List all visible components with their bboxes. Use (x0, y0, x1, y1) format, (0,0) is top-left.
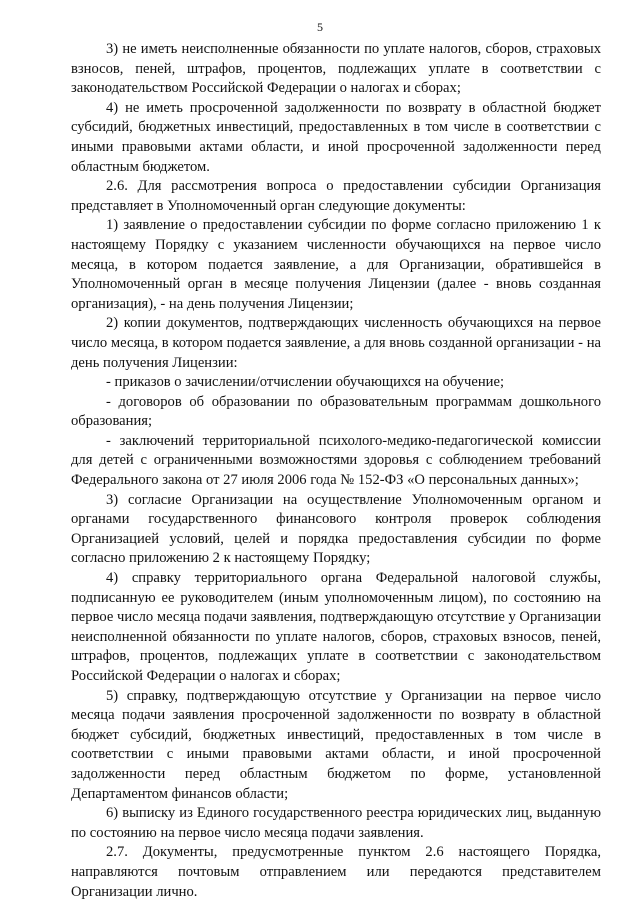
paragraph-doc-2-copies: 2) копии документов, подтверждающих численность обучающихся на первое число месяца, в котором подается заявление, а для вновь созданной организации - на день получения Лицензии: (71, 315, 601, 371)
paragraph-4-no-budget-debt: 4) не иметь просроченной задолженности по возврату в областной бюджет субсидий, бюджетных инвестиций, предоставленных в том числе в соответствии с иными правовыми актами области, и иной просроченной задолженности перед областным бюджетом. (71, 99, 601, 175)
document-body (71, 40, 601, 902)
paragraph-doc-1-application: 1) заявление о предоставлении субсидии по форме согласно приложению 1 к настоящему Порядку с указанием численности обучающихся на первое число месяца, в котором подается заявление, а для Организации, обратившейся в Уполномоченный орган в месяце получения Лицензии (далее - вновь созданная организация), - на день получения Лицензии; (71, 217, 601, 312)
page-number: 5 (317, 20, 323, 34)
paragraph-contracts: - договоров об образовании по образовательным программам дошкольного образования; (71, 393, 601, 430)
paragraph-doc-6-registry-extract: 6) выписку из Единого государственного реестра юридических лиц, выданную по состоянию на первое число месяца подачи заявления. (71, 805, 601, 841)
paragraph-doc-4-tax-certificate: 4) справку территориального органа Федеральной налоговой службы, подписанную ее руководителем (иным уполномоченным лицом), по состоянию на первое число месяца подачи заявления, подтверждающую отсутствие у Организации неисполненной обязанности по уплате налогов, сборов, страховых взносов, пеней, штрафов, процентов, подлежащих уплате в соответствии с законодательством Российской Федерации о налогах и сборах; (71, 570, 601, 684)
paragraph-doc-5-debt-certificate: 5) справку, подтверждающую отсутствие у Организации на первое число месяца подачи заявления просроченной задолженности по возврату в областной бюджет субсидий, бюджетных инвестиций, предоставленных в том числе в соответствии с иными правовыми актами области, и иной просроченной задолженности перед областным бюджетом по форме, установленной Департаментом финансов области; (71, 687, 601, 802)
paragraph-doc-3-consent: 3) согласие Организации на осуществление Уполномоченным органом и органами государственного финансового контроля проверок соблюдения Организацией условий, целей и порядка предоставления субсидии по форме согласно приложению 2 к настоящему Порядку; (71, 491, 601, 567)
paragraph-2-6-documents: 2.6. Для рассмотрения вопроса о предоставлении субсидии Организация представляет в Уполномоченный орган следующие документы: (71, 178, 601, 214)
paragraph-orders: - приказов о зачислении/отчислении обучающихся на обучение; (106, 374, 505, 391)
paragraph-2-7-submission: 2.7. Документы, предусмотренные пунктом 2.6 настоящего Порядка, направляются почтовым отправлением или передаются представителем Организации лично. (71, 844, 601, 900)
paragraph-commission-conclusions: - заключений территориальной психолого-медико-педагогической комиссии для детей с ограниченными возможностями здоровья с соблюдением требований Федерального закона от 27 июля 2006 года № 152-ФЗ «О персональных данных»; (71, 432, 601, 489)
paragraph-3-no-tax-debt: 3) не иметь неисполненные обязанности по уплате налогов, сборов, страховых взносов, пеней, штрафов, процентов, подлежащих уплате в соответствии с законодательством Российской Федерации о налогах и сборах; (71, 41, 601, 97)
